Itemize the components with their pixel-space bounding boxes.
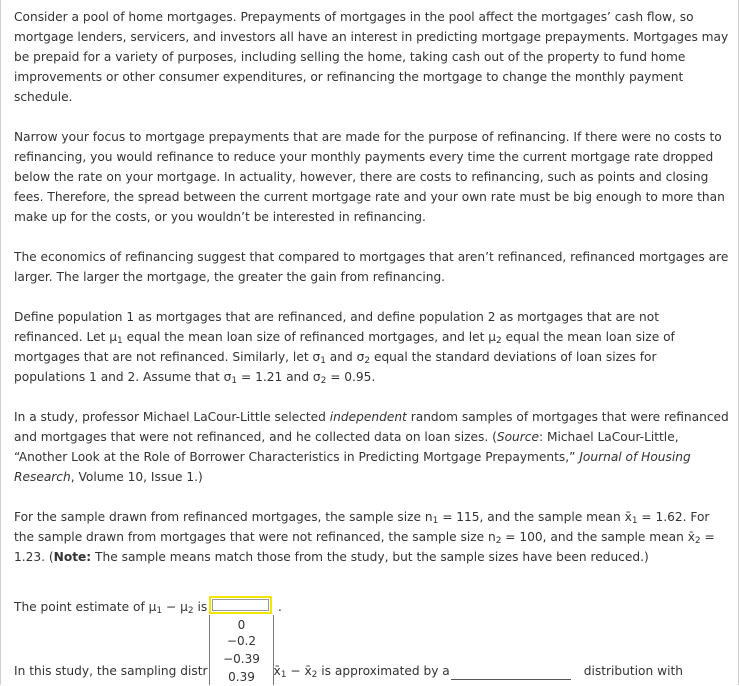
subscript: 1: [432, 516, 439, 526]
text: equal the mean loan size of mortgages that are not refinanced. Similarly, let σ: [14, 330, 675, 364]
paragraph-intro: Consider a pool of home mortgages. Prepayments of mortgages in the pool affect the mortgages’ cash flow, so mortgage lenders, servicers, and investors all have an interest in predicting mortgage prepayments. Mortgages may be prepaid for a variety of purposes, including selling the home, taking cash out of the property to fund home improvements or other consumer expenditures, or refinancing the mortgage to change the monthly payment schedule.: [14, 10, 729, 104]
point-estimate-dropdown[interactable]: [209, 596, 272, 614]
subscript: 1: [280, 670, 287, 680]
text: In this study, the sampling distr: [14, 664, 208, 678]
subscript: 2: [187, 606, 194, 616]
text: equal the mean loan size of refinanced mortgages, and let μ: [122, 330, 497, 344]
subscript: 1: [631, 516, 638, 526]
text: and σ: [325, 350, 365, 364]
text: , Volume 10, Issue 1.): [70, 470, 203, 484]
emphasis: Source: [496, 430, 539, 444]
text: In a study, professor Michael LaCour-Little selected: [14, 410, 330, 424]
option-0[interactable]: 0: [237, 618, 246, 632]
option-0-39[interactable]: 0.39: [228, 670, 255, 684]
sampling-distribution-question: [14, 661, 683, 681]
distribution-dropdown[interactable]: [451, 679, 571, 680]
option-neg-0-39[interactable]: −0.39: [223, 652, 260, 666]
text: = 100, and the sample mean x̄: [501, 530, 695, 544]
text: = 1.23. (: [14, 530, 715, 564]
text: is: [193, 600, 208, 614]
text: = 0.95.: [326, 370, 376, 384]
subscript: 2: [694, 536, 701, 546]
paragraph-economics: The economics of refinancing suggest that compared to mortgages that aren’t refinanced, refinanced mortgages are larger. The larger the mortgage, the greater the gain from refinancing.: [14, 250, 729, 284]
period: .: [278, 600, 282, 614]
journal-title: Journal of Housing Research: [14, 450, 691, 484]
note-label: Note:: [53, 550, 92, 564]
paragraph-study: [14, 407, 729, 487]
text: = 1.62. For the sample drawn from mortgages that were not refinanced, the sample size n: [14, 510, 710, 544]
text: equal the standard deviations of loan sizes for populations 1 and 2. Assume that σ: [14, 350, 657, 384]
point-estimate-options-list: [209, 615, 274, 685]
option-neg-0-2[interactable]: −0.2: [226, 634, 257, 648]
text: x̄: [273, 664, 281, 678]
text: The sample means match those from the study, but the sample sizes have been reduced.): [91, 550, 649, 564]
subscript: 1: [117, 336, 123, 346]
text: − μ: [162, 600, 188, 614]
subscript: 2: [495, 536, 502, 546]
subscript: 2: [320, 376, 327, 386]
text: is approximated by a: [317, 664, 450, 678]
text: For the sample drawn from refinanced mortgages, the sample size n: [14, 510, 433, 524]
text: = 1.21 and σ: [237, 370, 321, 384]
text: random samples of mortgages that were refinanced and mortgages that were not refinanced, and he collected data on loan sizes. (: [14, 410, 729, 444]
paragraph-refinancing-focus: Narrow your focus to mortgage prepayments that are made for the purpose of refinancing. If there were no costs to refinancing, you would refinance to reduce your monthly payments every time the current mortgage rate dropped below the rate on your mortgage. In actuality, however, there are costs to refinancing, such as points and closing fees. Therefore, the spread between the current mortgage rate and your own rate must be big enough to more than make up for the costs, or you wouldn’t be interested in refinancing.: [14, 130, 725, 224]
problem-text: [14, 7, 729, 587]
text: distribution with: [583, 664, 683, 678]
emphasis: independent: [329, 410, 407, 424]
paragraph-population-definitions: [14, 307, 729, 387]
subscript: 1: [231, 376, 238, 386]
subscript: 1: [320, 356, 326, 366]
text: Define population 1 as mortgages that are refinanced, and define population 2 as mortgages that are not refinanced. Let μ: [14, 310, 660, 344]
subscript: 1: [156, 606, 163, 616]
text: = 115, and the sample mean x̄: [438, 510, 632, 524]
subscript: 2: [496, 336, 502, 346]
subscript: 2: [364, 356, 371, 366]
text: : Michael LaCour-Little, “Another Look at the Role of Borrower Characteristics in Predicting Mortgage Prepayments,”: [14, 430, 679, 464]
paragraph-sample-data: [14, 507, 729, 567]
dropdown-value: [212, 599, 269, 611]
text: The point estimate of μ: [14, 600, 157, 614]
subscript: 2: [311, 670, 318, 680]
text: − x̄: [286, 664, 312, 678]
point-estimate-question: [14, 597, 207, 617]
